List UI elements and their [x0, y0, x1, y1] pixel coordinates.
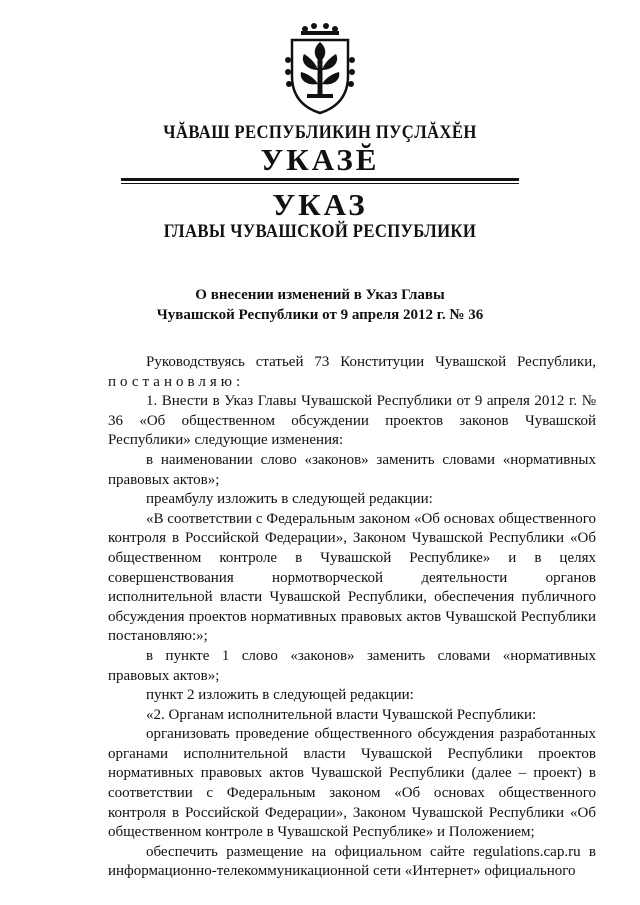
document-title-line1: О внесении изменений в Указ Главы	[195, 287, 445, 303]
paragraph-point-2-text: «2. Органам исполнительной власти Чувашской Республики:	[146, 706, 537, 723]
header-divider-thick	[121, 178, 519, 181]
document-body	[108, 353, 596, 882]
paragraph-publish: обеспечить размещение на официальном сайте regulations.cap.ru в информационно-телекоммуникационной сети «Интернет» официального	[108, 843, 596, 880]
paragraph-organize: организовать проведение общественного обсуждения разработанных органами исполнительной власти Чувашской Республики проектов нормативных правовых актов Чувашской Республики (далее – проект) в соответствии с Федеральным законом «Об основах общественного контроля в Российской Федерации», Законом Чувашской Республики «Об общественном контроле в Чувашской Республике» и Положением;	[108, 726, 596, 841]
document-title	[100, 285, 540, 325]
preamble-text: Руководствуясь статьей 73 Конституции Чувашской Республики,	[146, 354, 596, 370]
coat-of-arms-emblem	[283, 18, 357, 116]
header-chuvash-org: ЧĂВАШ РЕСПУБЛИКИН ПУÇЛĂХĔН	[163, 122, 477, 143]
paragraph-preamble-text: «В соответствии с Федеральным законом «Об основах общественного контроля в Российской Федерации», Законом Чувашской Республики «Об общественном контроле в Чувашской Республике» и в целях совершенствования нормотворческой деятельности органов исполнительной власти Чувашской Республики, обеспечения публичного обсуждения проектов нормативных правовых актов Чувашской Республики постановляю:»;	[108, 510, 596, 645]
paragraph-preamble-edit: преамбулу изложить в следующей редакции:	[146, 491, 433, 508]
paragraph-item-1: 1. Внести в Указ Главы Чувашской Республики от 9 апреля 2012 г. № 36 «Об общественном обсуждении проектов законов Чувашской Республики» следующие изменения:	[108, 393, 596, 449]
paragraph-preamble	[108, 353, 596, 392]
header-chuvash-decree: УКАЗĔ	[260, 142, 380, 177]
header-russian-decree: УКАЗ	[272, 187, 368, 222]
header-russian-org: ГЛАВЫ ЧУВАШСКОЙ РЕСПУБЛИКИ	[163, 221, 477, 242]
header-divider-thin	[121, 183, 519, 184]
document-title-line2: Чувашской Республики от 9 апреля 2012 г. № 36	[156, 307, 484, 323]
paragraph-point-2-edit: пункт 2 изложить в следующей редакции:	[146, 687, 414, 704]
paragraph-rename: в наименовании слово «законов» заменить словами «нормативных правовых актов»;	[108, 451, 596, 488]
resolve-word: постановляю:	[108, 373, 245, 390]
paragraph-point-1-edit: в пункте 1 слово «законов» заменить словами «нормативных правовых актов»;	[108, 647, 596, 684]
